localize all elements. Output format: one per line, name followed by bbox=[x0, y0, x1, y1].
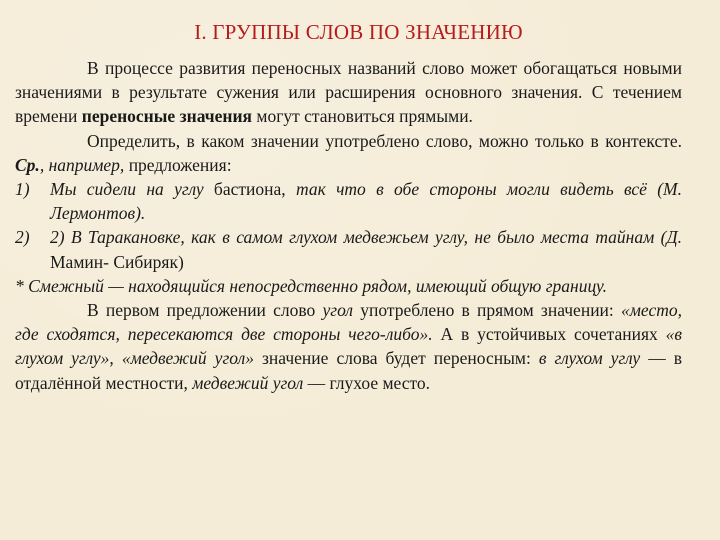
paragraph-2-text: Определить, в каком значении употреблено слово, можно только в контексте. bbox=[87, 130, 682, 151]
list-item-2 bbox=[15, 225, 682, 273]
paragraph-3-t2: употреблено в прямом значении: bbox=[353, 300, 621, 321]
list-item-1 bbox=[15, 177, 682, 225]
paragraph-3-i1: угол bbox=[322, 300, 354, 321]
list-item-2-b: Мамин- Сибиряк) bbox=[50, 251, 184, 272]
paragraph-3-i2: «место, где сходятся, пересекаются две стороны чего-либо». bbox=[15, 300, 682, 345]
paragraph-3-i5: медвежий угол bbox=[192, 372, 304, 393]
paragraph-3-t5: — в отдалённой местности, bbox=[15, 348, 683, 393]
paragraph-1 bbox=[15, 56, 682, 129]
list-item-1-marker: 1) bbox=[15, 179, 30, 200]
paragraph-1-tail: могут становиться прямыми. bbox=[252, 106, 473, 127]
paragraph-2 bbox=[15, 129, 682, 177]
paragraph-1-bold: переносные значения bbox=[81, 106, 253, 127]
list-item-2-marker: 2) bbox=[15, 227, 30, 248]
paragraph-2-cf: Ср. bbox=[15, 154, 40, 175]
paragraph-3 bbox=[15, 298, 682, 395]
paragraph-2-italic: , например, bbox=[39, 154, 125, 175]
paragraph-2-tail: предложения: bbox=[124, 154, 232, 175]
page-title: I. ГРУППЫ СЛОВ ПО ЗНАЧЕНИЮ bbox=[194, 20, 523, 44]
paragraph-3-i4: в глухом углу bbox=[538, 348, 641, 369]
paragraph-3-text: В первом предложении слово bbox=[87, 300, 323, 321]
content bbox=[15, 56, 682, 395]
list-item-1-b: бастиона, bbox=[203, 179, 296, 200]
footnote bbox=[15, 274, 682, 298]
paragraph-3-t6: — глухое место. bbox=[303, 372, 431, 393]
paragraph-3-i3: «в глухом углу», «медвежий угол» bbox=[15, 324, 682, 369]
paragraph-1-text: В процессе развития переносных названий слово может обогащаться новыми значениями в результате сужения или расширения основного значения. С течением времени bbox=[15, 58, 682, 127]
paragraph-3-t4: значение слова будет переносным: bbox=[253, 348, 539, 369]
list-item-1-a: Мы сидели на углу bbox=[50, 179, 204, 200]
paragraph-3-t3: А в устойчивых сочетаниях bbox=[432, 324, 666, 345]
list-item-1-c: так что в обе стороны могли видеть всё (М. Лермонтов). bbox=[50, 179, 682, 224]
footnote-text: * Смежный — находящийся непосредственно рядом, имеющий общую границу. bbox=[15, 275, 608, 296]
list-item-2-a: 2) В Таракановке, как в самом глухом медвежьем углу, не было места тайнам (Д. bbox=[50, 227, 682, 248]
